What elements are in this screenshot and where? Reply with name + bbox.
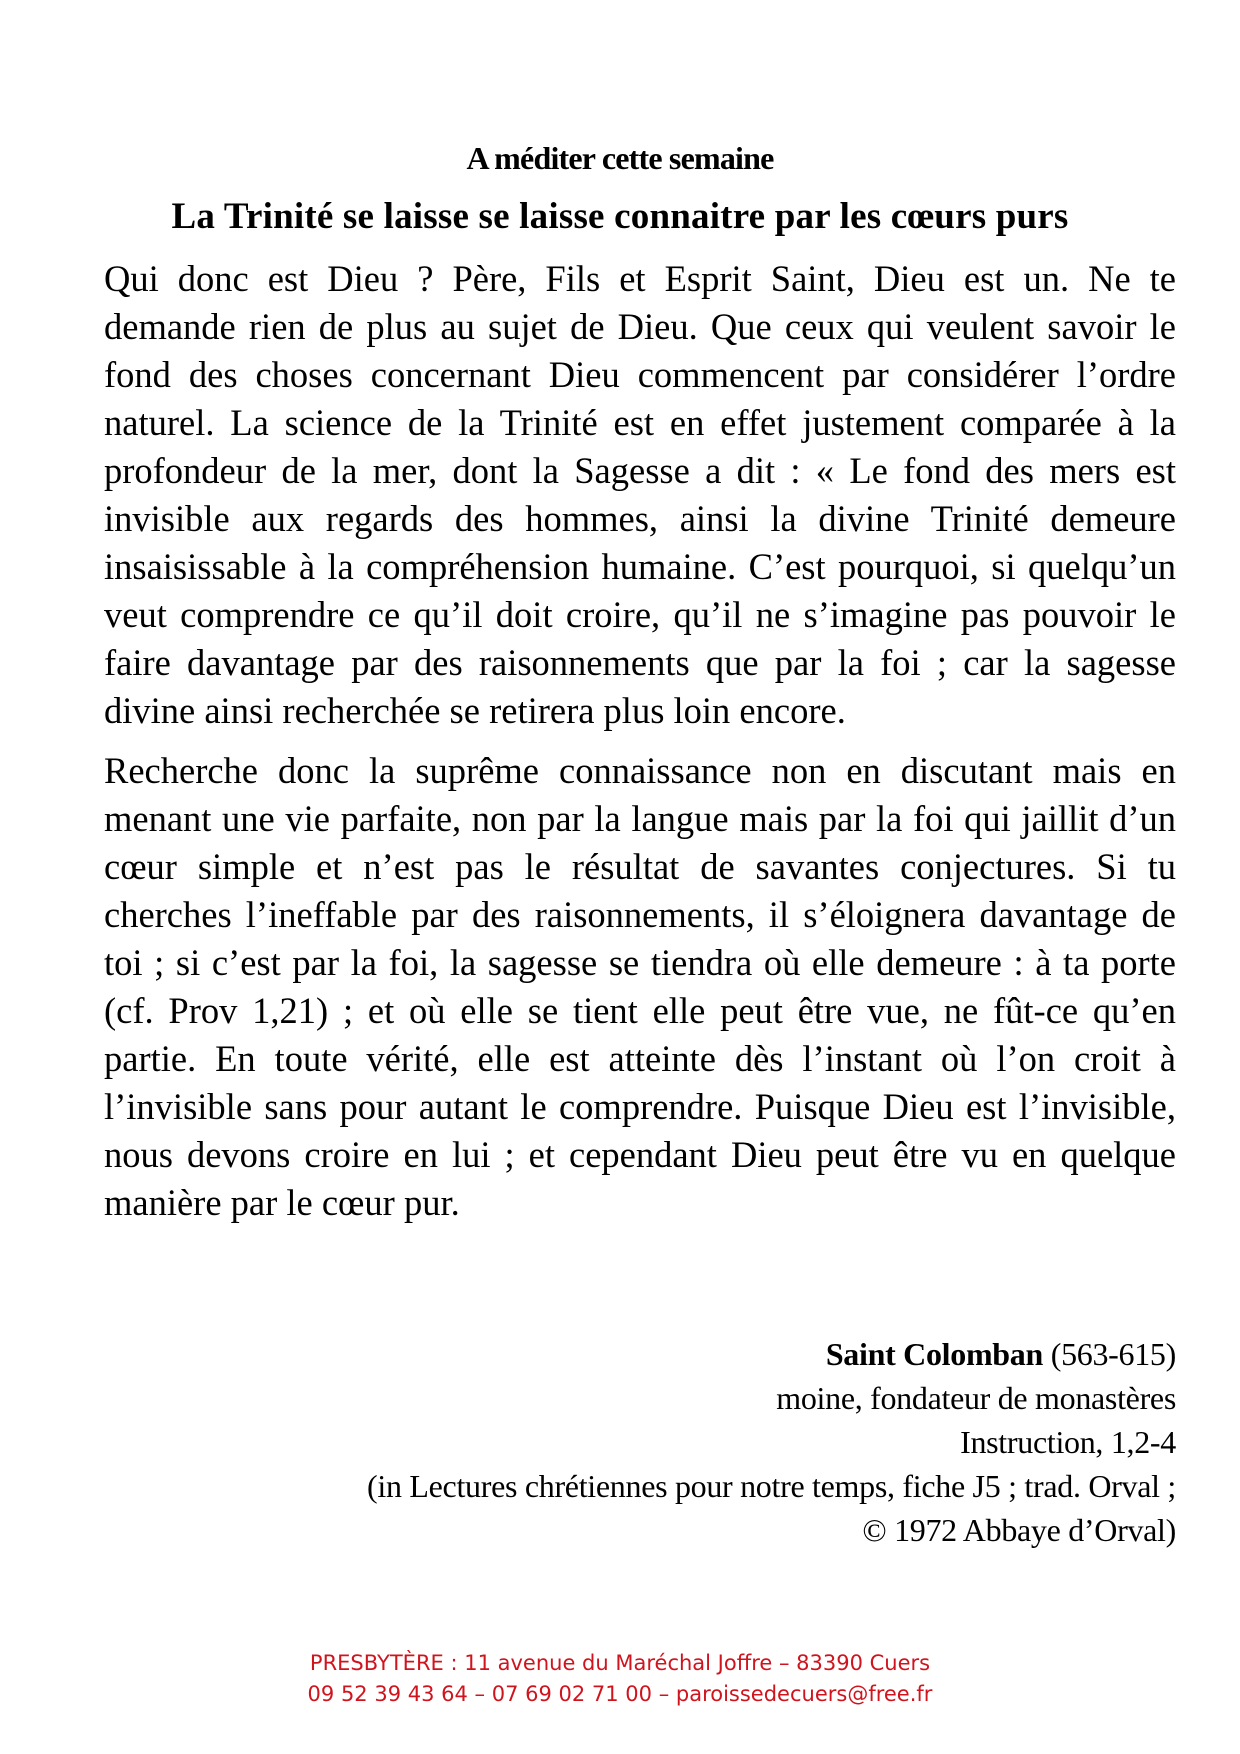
meditation-text [104,255,1176,1239]
author-dates: (563-615) [1043,1336,1176,1372]
footer-address: PRESBYTÈRE : 11 avenue du Maréchal Joffre – 83390 Cuers [309,1651,931,1675]
author-role: moine, fondateur de monastères [776,1380,1176,1416]
author-name: Saint Colomban [825,1336,1044,1372]
footer-phones-email: 09 52 39 43 64 – 07 69 02 71 00 – paroissedecuers@free.fr [307,1682,933,1706]
author-line [367,1332,1176,1376]
source-line-1: (in Lectures chrétiennes pour notre temps, fiche J5 ; trad. Orval ; [367,1468,1176,1504]
page-title: La Trinité se laisse se laisse connaitre par les cœurs purs [171,196,1069,237]
section-kicker: A méditer cette semaine [466,140,774,176]
footer-contact [0,1648,1240,1710]
source-line-2: © 1972 Abbaye d’Orval) [862,1512,1176,1548]
attribution-block [367,1332,1176,1552]
paragraph-2: Recherche donc la suprême connaissance non en discutant mais en menant une vie parfaite, non par la langue mais par la foi qui jaillit d’un cœur simple et n’est pas le résultat de savantes conjectures. Si tu cherches l’ineffable par des raisonnements, il s’éloignera davantage de toi ; si c’est par la foi, la sagesse se tiendra où elle demeure : à ta porte (cf. Prov 1,21) ; et où elle se tient elle peut être vue, ne fût-ce qu’en partie. En toute vérité, elle est atteinte dès l’instant où l’on croit à l’invisible sans pour autant le comprendre. Puisque Dieu est l’invisible, nous devons croire en lui ; et cependant Dieu peut être vu en quelque manière par le cœur pur. [104,750,1176,1223]
paragraph-1: Qui donc est Dieu ? Père, Fils et Esprit Saint, Dieu est un. Ne te demande rien de plus au sujet de Dieu. Que ceux qui veulent savoir le fond des choses concernant Dieu commencent par considérer l’ordre naturel. La science de la Trinité est en effet justement comparée à la profondeur de la mer, dont la Sagesse a dit : « Le fond des mers est invisible aux regards des hommes, ainsi la divine Trinité demeure insaisissable à la compréhension humaine. C’est pourquoi, si quelqu’un veut comprendre ce qu’il doit croire, qu’il ne s’imagine pas pouvoir le faire davantage par des raisonnements que par la foi ; car la sagesse divine ainsi recherchée se retirera plus loin encore. [104,258,1176,731]
work-reference: Instruction, 1,2-4 [960,1424,1176,1460]
